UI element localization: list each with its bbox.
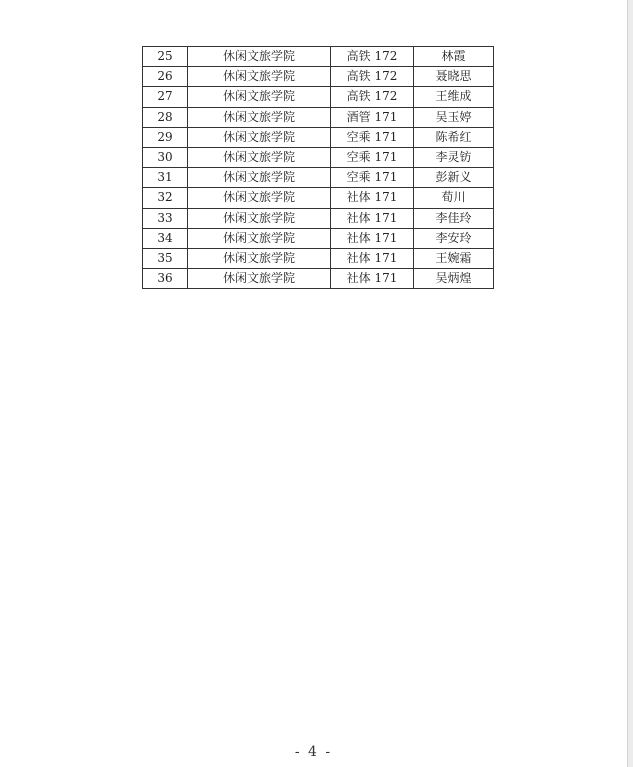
class-cell: 高铁 172 [331, 47, 414, 67]
college-cell: 休闲文旅学院 [188, 127, 331, 147]
roster-body [143, 47, 494, 289]
class-cell: 社体 171 [331, 228, 414, 248]
class-cell: 社体 171 [331, 208, 414, 228]
row-number: 32 [143, 188, 188, 208]
student-name-cell: 陈希红 [414, 127, 494, 147]
college-cell: 休闲文旅学院 [188, 208, 331, 228]
class-cell: 社体 171 [331, 269, 414, 289]
student-name-cell: 李灵钫 [414, 147, 494, 167]
row-number: 36 [143, 269, 188, 289]
student-name-cell: 王婉霜 [414, 248, 494, 268]
class-cell: 高铁 172 [331, 67, 414, 87]
table-row [143, 168, 494, 188]
student-name-cell: 李佳玲 [414, 208, 494, 228]
class-cell: 酒管 171 [331, 107, 414, 127]
college-cell: 休闲文旅学院 [188, 168, 331, 188]
class-cell: 社体 171 [331, 188, 414, 208]
college-cell: 休闲文旅学院 [188, 188, 331, 208]
row-number: 25 [143, 47, 188, 67]
student-name-cell: 聂晓思 [414, 67, 494, 87]
class-cell: 空乘 171 [331, 147, 414, 167]
table-row [143, 127, 494, 147]
student-name-cell: 李安玲 [414, 228, 494, 248]
table-row [143, 228, 494, 248]
student-name-cell: 王维成 [414, 87, 494, 107]
row-number: 34 [143, 228, 188, 248]
student-name-cell: 荀川 [414, 188, 494, 208]
student-name-cell: 吴玉婷 [414, 107, 494, 127]
college-cell: 休闲文旅学院 [188, 87, 331, 107]
row-number: 29 [143, 127, 188, 147]
college-cell: 休闲文旅学院 [188, 67, 331, 87]
class-cell: 空乘 171 [331, 127, 414, 147]
college-cell: 休闲文旅学院 [188, 47, 331, 67]
table-row [143, 107, 494, 127]
row-number: 26 [143, 67, 188, 87]
row-number: 30 [143, 147, 188, 167]
table-row [143, 147, 494, 167]
college-cell: 休闲文旅学院 [188, 107, 331, 127]
row-number: 27 [143, 87, 188, 107]
student-name-cell: 林霞 [414, 47, 494, 67]
table-row [143, 248, 494, 268]
row-number: 28 [143, 107, 188, 127]
student-name-cell: 吴炳煌 [414, 269, 494, 289]
table-row [143, 67, 494, 87]
class-cell: 空乘 171 [331, 168, 414, 188]
student-name-cell: 彭新义 [414, 168, 494, 188]
class-cell: 高铁 172 [331, 87, 414, 107]
class-cell: 社体 171 [331, 248, 414, 268]
row-number: 31 [143, 168, 188, 188]
table-row [143, 188, 494, 208]
table-row [143, 269, 494, 289]
table-row [143, 208, 494, 228]
table-row [143, 47, 494, 67]
row-number: 33 [143, 208, 188, 228]
college-cell: 休闲文旅学院 [188, 147, 331, 167]
table-row [143, 87, 494, 107]
page-number: - 4 - [294, 744, 333, 760]
row-number: 35 [143, 248, 188, 268]
student-roster-table [142, 46, 494, 289]
college-cell: 休闲文旅学院 [188, 248, 331, 268]
college-cell: 休闲文旅学院 [188, 269, 331, 289]
college-cell: 休闲文旅学院 [188, 228, 331, 248]
